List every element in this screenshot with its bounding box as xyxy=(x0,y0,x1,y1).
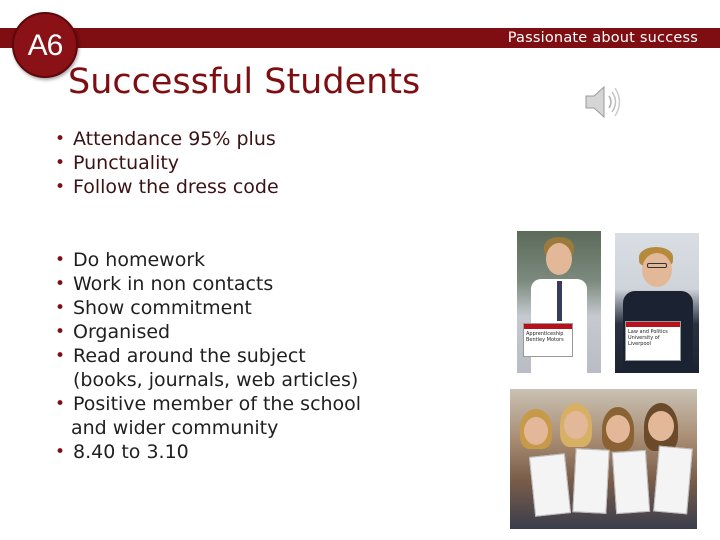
list-item: • Follow the dress code xyxy=(55,175,279,199)
card-text: Liverpool xyxy=(628,341,651,347)
list-item: • Work in non contacts xyxy=(55,272,361,296)
logo-text: A6 xyxy=(27,29,63,62)
list-item: • Read around the subject xyxy=(55,344,361,368)
list-item: • Attendance 95% plus xyxy=(55,127,279,151)
list-item-continuation: and wider community xyxy=(71,417,279,439)
list-item-continuation: (books, journals, web articles) xyxy=(73,369,359,391)
student-photo-2 xyxy=(615,233,699,373)
requirements-list xyxy=(55,127,279,199)
card-text: Law and Politics xyxy=(628,329,668,335)
group-photo xyxy=(510,389,697,529)
tagline: Passionate about success xyxy=(507,30,698,46)
habits-list xyxy=(55,248,361,464)
list-item: • Do homework xyxy=(55,248,361,272)
card-text: Bentley Motors xyxy=(526,337,564,343)
list-item: • 8.40 to 3.10 xyxy=(55,440,361,464)
list-item: • Organised xyxy=(55,320,361,344)
list-item: • Show commitment xyxy=(55,296,361,320)
apprenticeship-card xyxy=(523,323,573,357)
slide-title: Successful Students xyxy=(68,62,421,102)
list-item: • Punctuality xyxy=(55,151,279,175)
student-photo-1 xyxy=(517,231,601,373)
law-politics-card xyxy=(625,321,681,361)
card-text: Apprenticeship xyxy=(526,331,564,337)
list-item: • Positive member of the school xyxy=(55,392,361,416)
speaker-icon[interactable] xyxy=(582,82,626,122)
card-text: University of xyxy=(628,335,660,341)
